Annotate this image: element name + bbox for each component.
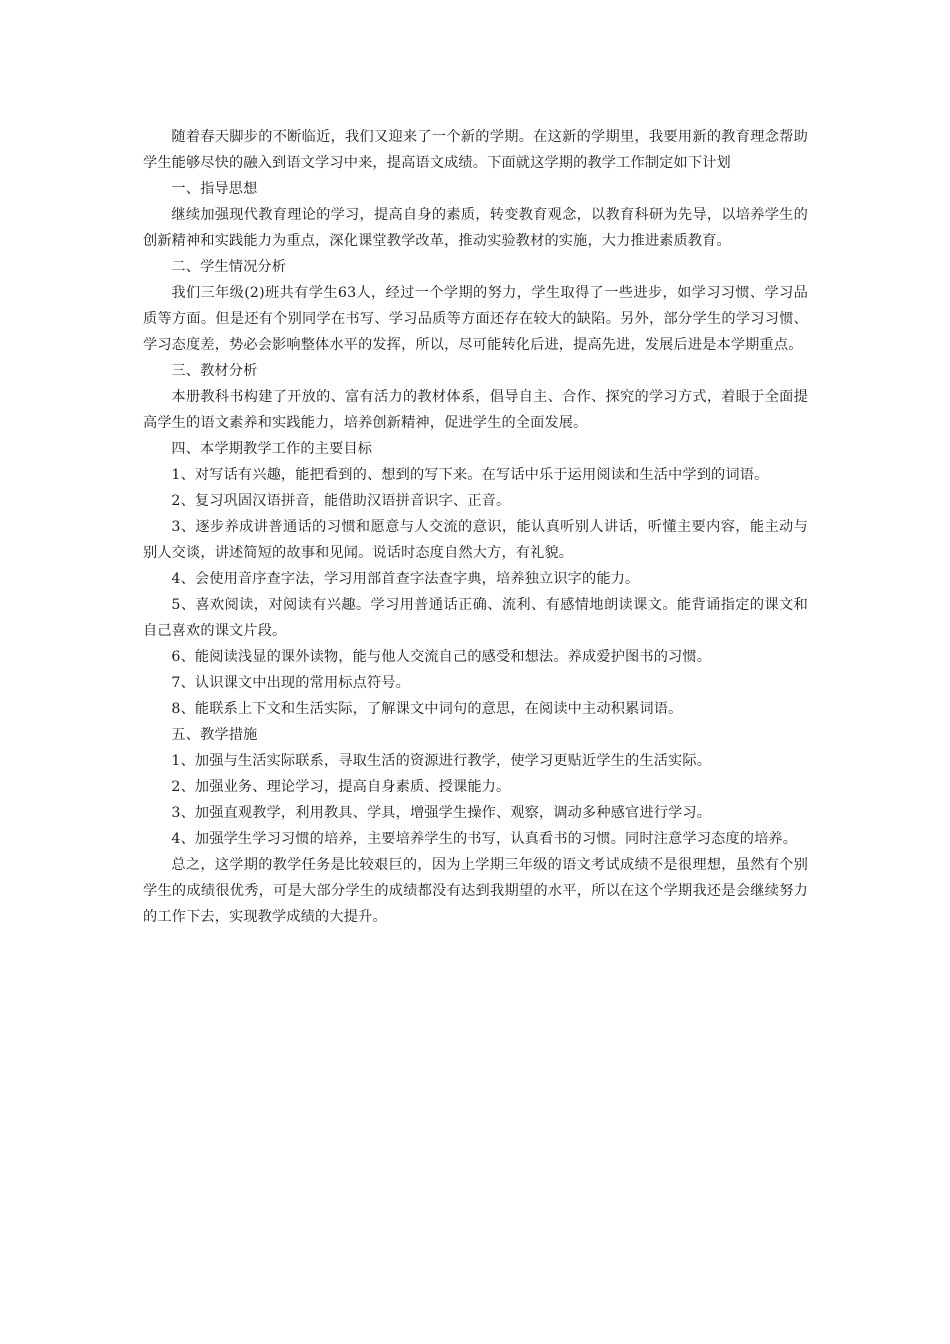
measure-item: 1、加强与生活实际联系，寻取生活的资源进行教学，使学习更贴近学生的生活实际。 bbox=[171, 753, 712, 769]
section-heading-teaching-measures: 五、教学措施 bbox=[171, 727, 258, 743]
measure-item: 4、加强学生学习习惯的培养，主要培养学生的书写，认真看书的习惯。同时注意学习态度的培养。 bbox=[171, 831, 798, 847]
measure-item: 2、加强业务、理论学习，提高自身素质、授课能力。 bbox=[171, 779, 511, 795]
goal-item: 3、逐步养成讲普通话的习惯和愿意与人交流的意识，能认真听别人讲话，听懂主要内容，能主动与别人交谈，讲述简短的故事和见闻。说话时态度自然大方，有礼貌。 bbox=[143, 519, 808, 561]
section-paragraph: 我们三年级(2)班共有学生63人，经过一个学期的努力，学生取得了一些进步，如学习习惯、学习品质等方面。但是还有个别同学在书写、学习品质等方面还存在较大的缺陷。另外，部分学生的学习习惯、学习态度差，势必会影响整体水平的发挥，所以，尽可能转化后进，提高先进，发展后进是本学期重点。 bbox=[143, 285, 808, 353]
goal-item: 2、复习巩固汉语拼音，能借助汉语拼音识字、正音。 bbox=[171, 493, 511, 509]
section-paragraph: 继续加强现代教育理论的学习，提高自身的素质，转变教育观念，以教育科研为先导，以培养学生的创新精神和实践能力为重点，深化课堂教学改革，推动实验教材的实施，大力推进素质教育。 bbox=[143, 207, 808, 249]
measure-item: 3、加强直观教学，利用教具、学具，增强学生操作、观察，调动多种感官进行学习。 bbox=[171, 805, 712, 821]
goal-item: 8、能联系上下文和生活实际，了解课文中词句的意思，在阅读中主动积累词语。 bbox=[171, 701, 683, 717]
section-paragraph: 本册教科书构建了开放的、富有活力的教材体系，倡导自主、合作、探究的学习方式，着眼于全面提高学生的语文素养和实践能力，培养创新精神，促进学生的全面发展。 bbox=[143, 389, 808, 431]
section-heading-guiding-ideology: 一、指导思想 bbox=[171, 181, 258, 197]
document-body bbox=[143, 124, 808, 930]
goal-item: 5、喜欢阅读，对阅读有兴趣。学习用普通话正确、流利、有感情地朗读课文。能背诵指定的课文和自己喜欢的课文片段。 bbox=[143, 597, 808, 639]
conclusion-paragraph: 总之，这学期的教学任务是比较艰巨的，因为上学期三年级的语文考试成绩不是很理想，虽然有个别学生的成绩很优秀，可是大部分学生的成绩都没有达到我期望的水平，所以在这个学期我还是会继续努力的工作下去，实现教学成绩的大提升。 bbox=[143, 857, 808, 925]
section-heading-student-analysis: 二、学生情况分析 bbox=[171, 259, 287, 275]
goal-item: 4、会使用音序查字法，学习用部首查字法查字典，培养独立识字的能力。 bbox=[171, 571, 640, 587]
goal-item: 6、能阅读浅显的课外读物，能与他人交流自己的感受和想法。养成爱护图书的习惯。 bbox=[171, 649, 712, 665]
intro-paragraph: 随着春天脚步的不断临近，我们又迎来了一个新的学期。在这新的学期里，我要用新的教育理念帮助学生能够尽快的融入到语文学习中来，提高语文成绩。下面就这学期的教学工作制定如下计划 bbox=[143, 129, 808, 171]
goal-item: 7、认识课文中出现的常用标点符号。 bbox=[171, 675, 410, 691]
goal-item: 1、对写话有兴趣，能把看到的、想到的写下来。在写话中乐于运用阅读和生活中学到的词语。 bbox=[171, 467, 769, 483]
section-heading-main-goals: 四、本学期教学工作的主要目标 bbox=[171, 441, 373, 457]
section-heading-textbook-analysis: 三、教材分析 bbox=[171, 363, 258, 379]
